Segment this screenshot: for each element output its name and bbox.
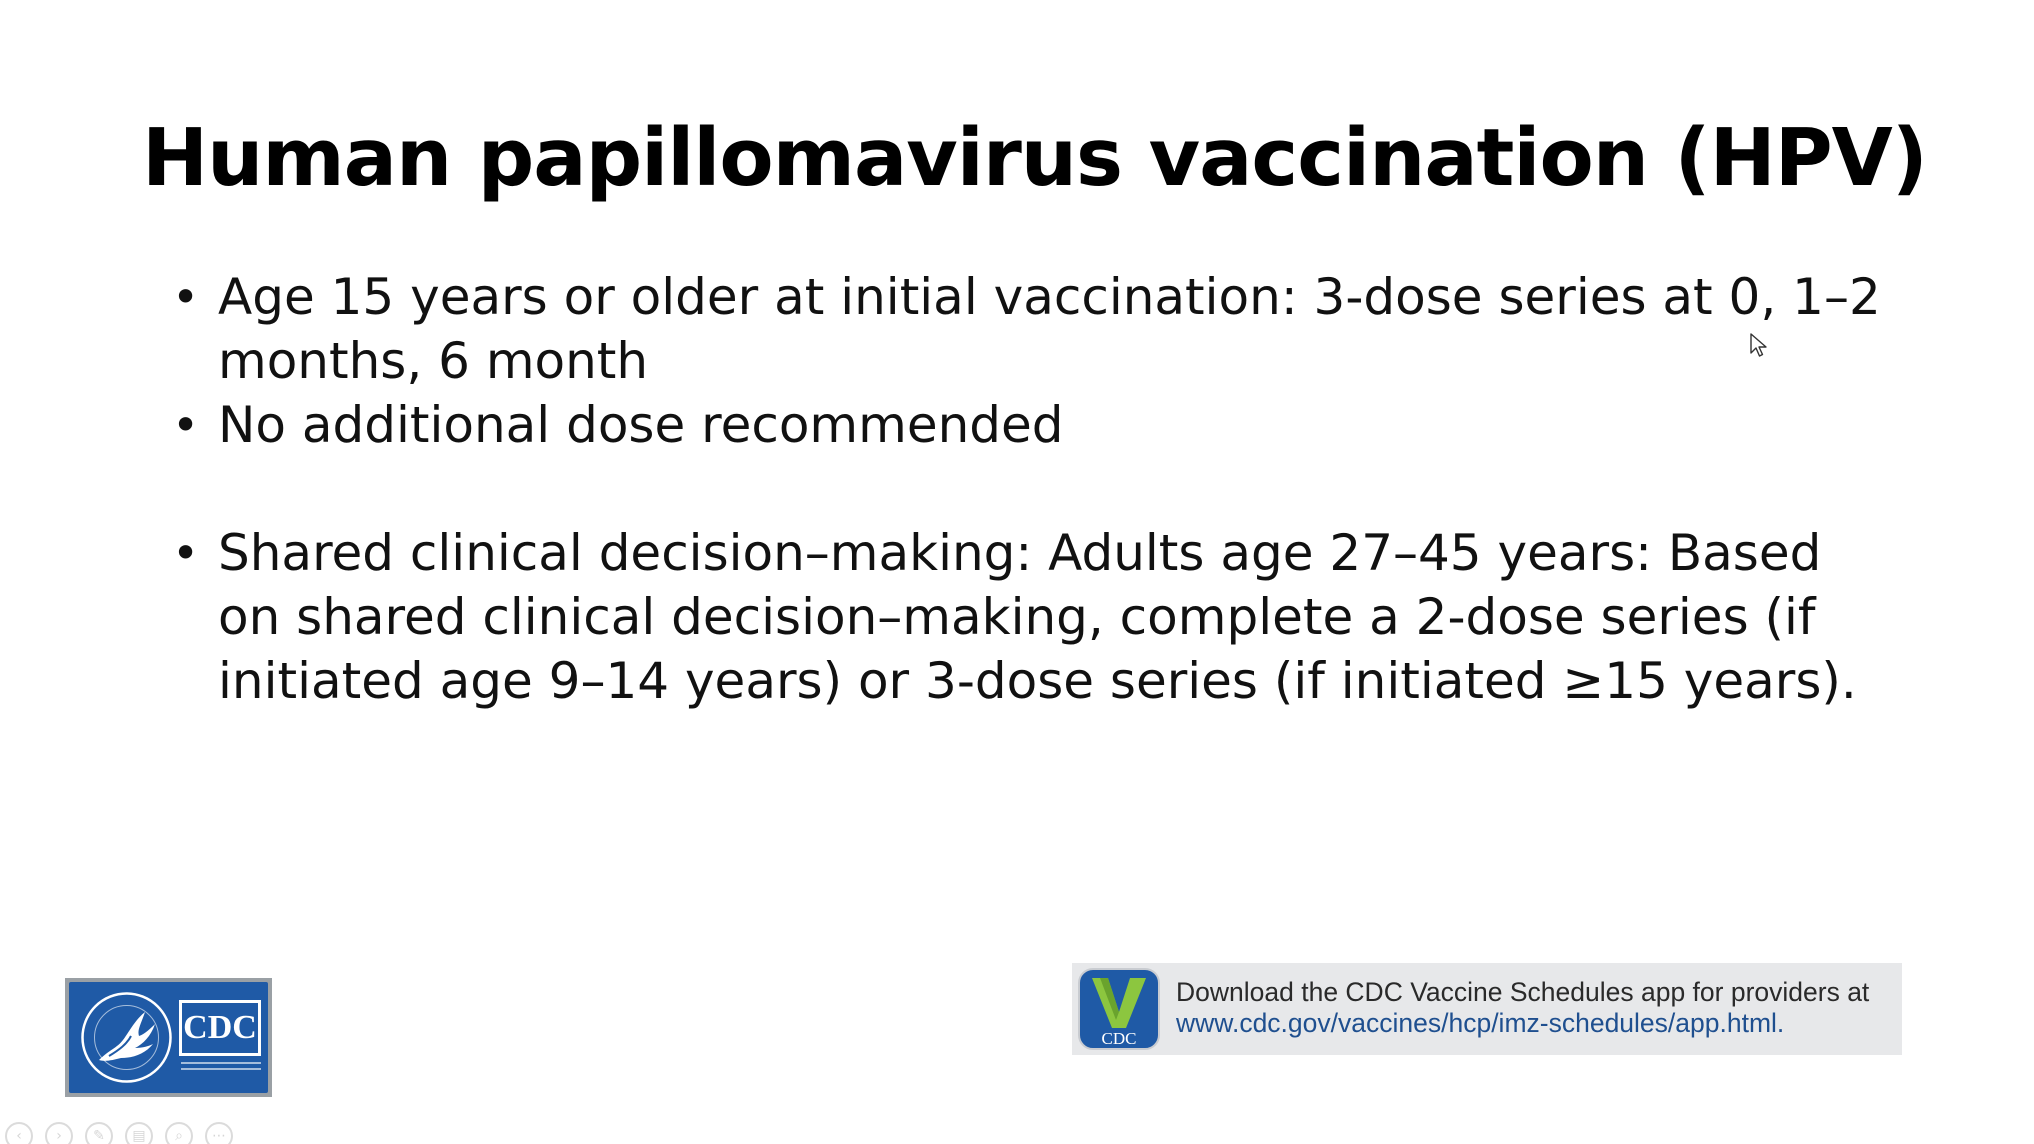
pen-icon[interactable]: ✎ xyxy=(85,1122,113,1144)
cdc-logo-panel xyxy=(69,982,268,1093)
cdc-wordmark: CDC xyxy=(179,1000,261,1056)
hhs-eagle-seal-icon xyxy=(79,990,174,1085)
bullet-text: No additional dose recommended xyxy=(218,396,1064,454)
app-icon-label: CDC xyxy=(1101,1029,1137,1048)
cdc-logo xyxy=(65,978,272,1097)
bullet-dot: • xyxy=(172,526,200,580)
bullet-text: Shared clinical decision–making: Adults age 27–45 years: Based on shared clinical decision–making, complete a 2-dose series (if initiated age 9–14 years) or 3-dose series (if initiated ≥15 years). xyxy=(218,524,1857,710)
app-download-banner xyxy=(1072,963,1902,1055)
cdc-tagline-lines xyxy=(181,1062,261,1070)
app-banner-text xyxy=(1176,977,1869,1039)
slides-icon[interactable]: ▤ xyxy=(125,1122,153,1144)
bullet-text: Age 15 years or older at initial vaccination: 3-dose series at 0, 1–2 months, 6 month xyxy=(218,268,1881,390)
cdc-vaccine-app-icon xyxy=(1078,968,1160,1050)
mouse-cursor-icon xyxy=(1750,333,1768,359)
bullet-dot: • xyxy=(172,270,200,324)
bullet-list xyxy=(172,265,1892,713)
bullet-item xyxy=(172,393,1892,457)
slide-title: Human papillomavirus vaccination (HPV) xyxy=(142,112,1927,204)
bullet-dot: • xyxy=(172,398,200,452)
next-icon[interactable]: › xyxy=(45,1122,73,1144)
more-icon[interactable]: ⋯ xyxy=(205,1122,233,1144)
app-banner-line1: Download the CDC Vaccine Schedules app for providers at xyxy=(1176,977,1870,1007)
bullet-item xyxy=(172,521,1892,713)
zoom-icon[interactable]: ⌕ xyxy=(165,1122,193,1144)
app-download-link[interactable]: www.cdc.gov/vaccines/hcp/imz-schedules/app.html. xyxy=(1176,1008,1785,1038)
previous-icon[interactable]: ‹ xyxy=(5,1122,33,1144)
bullet-item xyxy=(172,265,1892,393)
presenter-controls xyxy=(5,1122,233,1144)
